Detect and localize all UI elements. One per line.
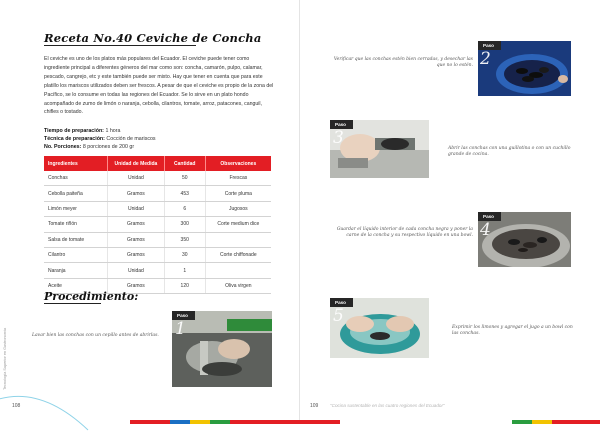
meta-portions: No. Porciones: 8 porciones de 200 gr xyxy=(44,144,135,151)
step5-photo-image xyxy=(330,298,429,358)
cell: Oliva virgen xyxy=(205,278,271,293)
recipe-meta xyxy=(44,127,276,152)
cell: 453 xyxy=(164,186,205,201)
step2-photo xyxy=(478,41,571,96)
table-row xyxy=(44,247,271,262)
step1-number: 1 xyxy=(175,319,186,339)
cell: 6 xyxy=(164,201,205,216)
left-page xyxy=(0,0,300,424)
footer-stripe-red-left xyxy=(130,420,170,424)
cell xyxy=(205,263,271,278)
step5-photo xyxy=(330,298,429,358)
recipe-title: Receta No.40 Ceviche de Concha xyxy=(44,31,262,45)
cell: Aceite xyxy=(44,278,108,293)
cell xyxy=(205,232,271,247)
col-observaciones: Observaciones xyxy=(205,156,271,171)
meta-time: Tiempo de preparación: 1 hora xyxy=(44,128,121,134)
step3-paso-badge: Paso xyxy=(330,120,353,129)
step5-number: 5 xyxy=(333,306,344,326)
footer-stripe-red-right xyxy=(300,420,340,424)
cell: Gramos xyxy=(108,232,165,247)
cell: Cebolla paiteña xyxy=(44,186,108,201)
footer-stripe-red-right-2 xyxy=(552,420,600,424)
cell: Tomate riñón xyxy=(44,217,108,232)
cell: Gramos xyxy=(108,278,165,293)
title-underline xyxy=(44,45,196,46)
step3-number: 3 xyxy=(333,128,344,148)
step1-caption: Lavar bien las conchas con un cepillo antes de abrirlas. xyxy=(32,333,159,338)
cell: Conchas xyxy=(44,171,108,186)
cell: Limón meyer xyxy=(44,201,108,216)
cell: Unidad xyxy=(108,171,165,186)
cell: Unidad xyxy=(108,263,165,278)
table-header-row xyxy=(44,156,271,171)
cell: Gramos xyxy=(108,247,165,262)
cell: Frescas xyxy=(205,171,271,186)
step2-caption: Verificar que las conchas estén bien cerradas, y desechar las que no lo estén. xyxy=(333,57,473,69)
step2-paso-badge: Paso xyxy=(478,41,501,50)
ingredients-table xyxy=(44,156,271,294)
footer-stripe-yellow-left xyxy=(190,420,210,424)
cell: 300 xyxy=(164,217,205,232)
step4-paso-badge: Paso xyxy=(478,212,501,221)
footer-stripe-blue-left xyxy=(170,420,190,424)
table-row xyxy=(44,232,271,247)
footer-stripe-green-left xyxy=(210,420,230,424)
table-row xyxy=(44,217,271,232)
decorative-arc xyxy=(0,370,90,440)
step5-paso-badge: Paso xyxy=(330,298,353,307)
cell: Salsa de tomate xyxy=(44,232,108,247)
cell: 120 xyxy=(164,278,205,293)
cell: Gramos xyxy=(108,217,165,232)
col-cantidad: Cantidad xyxy=(164,156,205,171)
page-number-right: 109 xyxy=(310,403,319,409)
table-row xyxy=(44,186,271,201)
recipe-intro: El ceviche es uno de los platos más populares del Ecuador. El ceviche puede tener como ingrediente principal a diferentes géneros del mar como son: concha, camarón, pulpo, calamar, pescado, cangrejo, etc y este también puede ser mixto. Hay que tener en cuenta que para este platillo los mariscos utilizados deben ser frescos. A pesar de que el ceviche es propio de la zona del Pacífico, se lo consume en todas las regiones del Ecuador. Se lo sirve en un plato hondo acompañado de zumo de limón o naranja, cebolla, cilantros, tomate, arroz, patacones, canguil, chifles o tostado. xyxy=(44,56,274,116)
side-vertical-text: Tecnología Superior en Gastronomía xyxy=(3,327,7,390)
footer-stripe-yellow-right xyxy=(532,420,552,424)
page-number-left: 108 xyxy=(12,403,21,409)
cell: Gramos xyxy=(108,186,165,201)
step4-number: 4 xyxy=(480,220,491,240)
col-unidad: Unidad de Medida xyxy=(108,156,165,171)
step5-caption: Exprimir los limones y agregar el jugo a un bowl con las conchas. xyxy=(452,325,573,337)
cell: Unidad xyxy=(108,201,165,216)
cell: 50 xyxy=(164,171,205,186)
step4-caption: Guardar el líquido interior de cada concha negra y poner la carne de la concha y su respectivo líquido en una bowl. xyxy=(336,227,473,239)
cell: 1 xyxy=(164,263,205,278)
step4-photo xyxy=(478,212,571,267)
step1-photo xyxy=(172,311,272,387)
step1-photo-image xyxy=(172,311,272,387)
procedure-title: Procedimiento: xyxy=(44,290,139,303)
cell: Naranja xyxy=(44,263,108,278)
step3-caption: Abrir las conchas con una guillotina o con un cuchillo grande de cocina. xyxy=(448,146,571,158)
cell: Corte pluma xyxy=(205,186,271,201)
cell: Jugosos xyxy=(205,201,271,216)
cell: 350 xyxy=(164,232,205,247)
right-page xyxy=(300,0,600,424)
footer-stripe-green-right xyxy=(512,420,532,424)
footer-stripe-red-left-2 xyxy=(230,420,300,424)
procedure-underline xyxy=(44,303,101,304)
table-row xyxy=(44,263,271,278)
table-row xyxy=(44,171,271,186)
cell: Cilantro xyxy=(44,247,108,262)
cell: Corte chiffonade xyxy=(205,247,271,262)
cell: Corte medium dice xyxy=(205,217,271,232)
cell: 30 xyxy=(164,247,205,262)
table-row xyxy=(44,201,271,216)
footer-quote: "Cocina sustentable en las cuatro regiones del Ecuador" xyxy=(330,403,445,408)
step3-photo xyxy=(330,120,429,178)
col-ingredientes: Ingredientes xyxy=(44,156,108,171)
meta-technique: Técnica de preparación: Cocción de mariscos xyxy=(44,136,156,143)
step1-paso-badge: Paso xyxy=(172,311,195,320)
step2-number: 2 xyxy=(480,49,491,69)
